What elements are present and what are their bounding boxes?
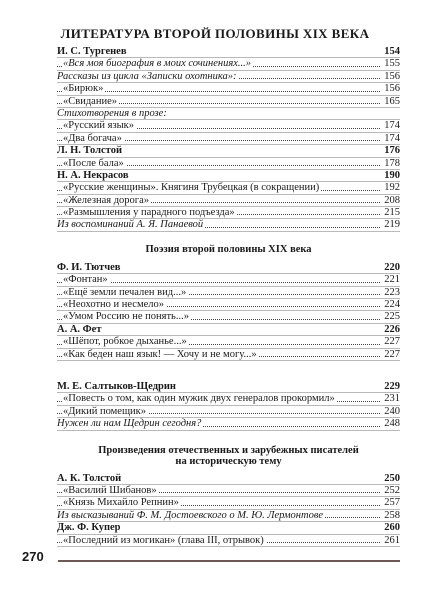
- toc-entry-title: Ф. И. Тютчев: [57, 261, 121, 273]
- toc-author-row: [57, 522, 400, 534]
- toc-author-row: [57, 381, 400, 393]
- section-gap: [57, 361, 400, 381]
- subsection-heading-poetry: Поэзия второй половины XIX века: [145, 243, 312, 255]
- toc-entry-title: «Русский язык»: [63, 120, 135, 132]
- subsection-heading-line2: на историческую тему: [175, 455, 282, 467]
- toc-entry-row: [57, 497, 400, 509]
- toc-category-row: [57, 71, 400, 83]
- toc-entry-title: «Фонтан»: [63, 274, 108, 286]
- toc-entry-row: [57, 58, 400, 70]
- toc-page-number: 192: [384, 182, 400, 194]
- toc-entry-title: Дж. Ф. Купер: [57, 522, 121, 534]
- toc-page-number: 229: [384, 380, 400, 392]
- toc-entry-title: Л. Н. Толстой: [57, 145, 123, 157]
- toc-entry-title: «Железная дорога»: [63, 194, 150, 206]
- toc-page-number: 226: [384, 323, 400, 335]
- toc-entry-title: «Последний из могикан» (глава III, отрывок): [63, 534, 264, 546]
- toc-entry-title: М. Е. Салтыков-Щедрин: [57, 380, 176, 392]
- toc-entry-title: А. К. Толстой: [57, 472, 122, 484]
- toc-entry-title: «Неохотно и несмело»: [63, 299, 165, 311]
- toc-entry-row: [57, 349, 400, 361]
- toc-page-number: 176: [384, 145, 400, 157]
- toc-entry-title: «Два богача»: [63, 132, 122, 144]
- toc-page-number: 215: [384, 207, 400, 219]
- toc-entry-row: [57, 158, 400, 170]
- toc-page-number: 260: [384, 522, 400, 534]
- toc-entry-title: «Бирюк»: [63, 83, 104, 95]
- toc-entry-row: [57, 207, 400, 219]
- toc-page-number: 261: [384, 534, 400, 546]
- toc-author-row: [57, 262, 400, 274]
- toc-page-number: 252: [384, 484, 400, 496]
- toc-page-number: 227: [384, 348, 400, 360]
- toc-entry-row: [57, 311, 400, 323]
- toc-entry-title: «Размышления у парадного подъезда»: [63, 207, 235, 219]
- toc-entry-row: [57, 299, 400, 311]
- dot-leader: [57, 91, 380, 92]
- toc-entry-title: «Повесть о том, как один мужик двух генералов прокормил»: [63, 393, 335, 405]
- toc-page-number: 155: [384, 58, 400, 70]
- toc-page-number: 154: [384, 46, 400, 57]
- toc-entry-title: «Дикий помещик»: [63, 405, 147, 417]
- toc-entry-title: «Вся моя биография в моих сочинениях...»: [63, 58, 252, 70]
- toc-part-satire: [57, 381, 400, 431]
- toc-part-historical: [57, 473, 400, 547]
- toc-page-number: 240: [384, 405, 400, 417]
- toc-entry-row: [57, 195, 400, 207]
- subsection-heading-line1: Произведения отечественных и зарубежных писателей: [98, 444, 359, 456]
- toc-page-number: 156: [384, 83, 400, 95]
- toc-entry-row: [57, 182, 400, 194]
- toc-entry-title: «Василий Шибанов»: [63, 484, 157, 496]
- toc-page-number: 258: [384, 509, 400, 521]
- toc-entry-title: Из высказываний Ф. М. Достоевского о М. Ю. Лермонтове: [57, 509, 324, 521]
- toc-entry-title: «После бала»: [63, 157, 124, 169]
- toc-entry-title: И. С. Тургенев: [57, 46, 127, 57]
- toc-entry-title: Н. А. Некрасов: [57, 169, 129, 181]
- subsection-heading-historical: [57, 445, 400, 467]
- toc-page-number: 174: [384, 120, 400, 132]
- toc-page-number: 165: [384, 95, 400, 107]
- page-footer: [22, 549, 400, 565]
- toc-page-number: 208: [384, 194, 400, 206]
- toc-page-number: 156: [384, 70, 400, 82]
- toc-page-number: 219: [384, 219, 400, 231]
- toc-page-number: 225: [384, 311, 400, 323]
- toc-entry-row: [57, 406, 400, 418]
- toc-entry-row: [57, 287, 400, 299]
- toc-page-number: 227: [384, 336, 400, 348]
- toc-page-number: 220: [384, 261, 400, 273]
- toc-entry-row: [57, 96, 400, 108]
- table-of-contents: [57, 46, 400, 547]
- toc-category-row: [57, 108, 400, 120]
- toc-author-row: [57, 170, 400, 182]
- toc-entry-title: Нужен ли нам Щедрин сегодня?: [57, 418, 202, 430]
- toc-entry-title: Стихотворения в прозе:: [57, 107, 167, 119]
- toc-author-row: [57, 473, 400, 485]
- toc-entry-title: «Шёпот, робкое дыханье...»: [63, 336, 187, 348]
- toc-entry-title: А. А. Фет: [57, 323, 102, 335]
- toc-page-number: 174: [384, 132, 400, 144]
- toc-entry-row: [57, 274, 400, 286]
- toc-author-row: [57, 46, 400, 58]
- toc-entry-row: [57, 485, 400, 497]
- toc-author-row: [57, 145, 400, 157]
- toc-category-row: [57, 510, 400, 522]
- toc-entry-row: [57, 120, 400, 132]
- toc-entry-title: «Князь Михайло Репнин»: [63, 497, 179, 509]
- toc-entry-row: [57, 133, 400, 145]
- toc-page-number: 224: [384, 299, 400, 311]
- toc-entry-row: [57, 83, 400, 95]
- toc-page-number: 223: [384, 286, 400, 298]
- toc-part-poetry: [57, 262, 400, 361]
- toc-entry-row: [57, 336, 400, 348]
- toc-page-number: 190: [384, 169, 400, 181]
- toc-page-number: 248: [384, 418, 400, 430]
- toc-page-number: 221: [384, 274, 400, 286]
- toc-page-number: 257: [384, 497, 400, 509]
- toc-author-row: [57, 324, 400, 336]
- page-number: 270: [22, 549, 44, 564]
- toc-entry-title: «Свидание»: [63, 95, 117, 107]
- toc-page-number: 250: [384, 472, 400, 484]
- footer-rule: [58, 560, 400, 562]
- section-title: ЛИТЕРАТУРА ВТОРОЙ ПОЛОВИНЫ XIX ВЕКА: [60, 26, 370, 41]
- toc-page-number: 178: [384, 157, 400, 169]
- toc-entry-title: Рассказы из цикла «Записки охотника»:: [57, 70, 237, 82]
- toc-entry-title: «Как беден наш язык! — Хочу и не могу...»: [63, 348, 257, 360]
- toc-entry-row: [57, 393, 400, 405]
- toc-entry-title: «Ещё земли печален вид...»: [63, 286, 187, 298]
- toc-entry-title: «Умом Россию не понять...»: [63, 311, 189, 323]
- toc-entry-title: Из воспоминаний А. Я. Панаевой: [57, 219, 204, 231]
- toc-category-row: [57, 418, 400, 430]
- toc-part-prose: [57, 46, 400, 232]
- toc-page-number: 231: [384, 393, 400, 405]
- toc-entry-title: «Русские женщины». Княгиня Трубецкая (в сокращении): [63, 182, 320, 194]
- toc-category-row: [57, 219, 400, 231]
- toc-entry-row: [57, 535, 400, 547]
